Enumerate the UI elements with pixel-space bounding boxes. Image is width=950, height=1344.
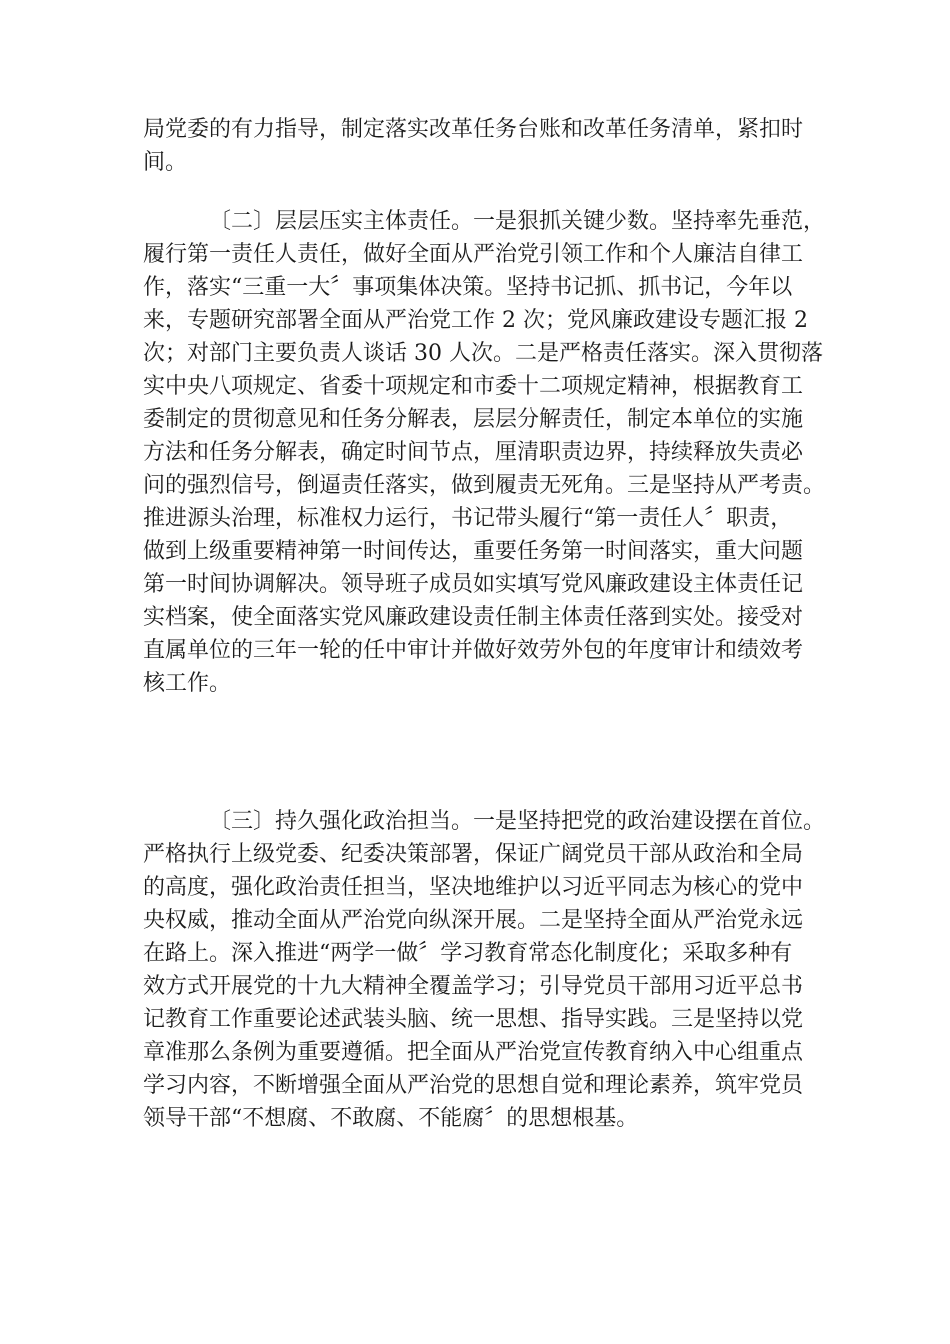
text-line: 次；对部门主要负责人谈话 30 人次。二是严格责任落实。深入贯彻落 [143,341,823,366]
text-line: 委制定的贯彻意见和任务分解表，层层分解责任，制定本单位的实施 [143,407,804,432]
text-line: 履行第一责任人责任，做好全面从严治党引领工作和个人廉洁自律工 [143,242,804,267]
text-line [143,700,815,733]
text-line: 在路上。深入推进“两学一做〞学习教育常态化制度化；采取多种有 [143,941,793,966]
text-line: 实中央八项规定、省委十项规定和市委十二项规定精神，根据教育工 [143,374,804,399]
text-line: 核工作。 [143,671,232,696]
text-line: 局党委的有力指导，制定落实改革任务台账和改革任务清单，紧扣时 [143,117,804,142]
text-line: 央权威，推动全面从严治党向纵深开展。二是坚持全面从严治党永远 [143,908,804,933]
text-line: 问的强烈信号，倒逼责任落实，做到履责无死角。三是坚持从严考责。 [143,473,826,498]
text-line: 第一时间协调解决。领导班子成员如实填写党风廉政建设主体责任记 [143,572,804,597]
text-line: 推进源头治理，标准权力运行，书记带头履行“第一责任人〞职责， [143,506,793,531]
text-line: 的高度，强化政治责任担当，坚决地维护以习近平同志为核心的党中 [143,875,804,900]
paragraph-section-three [143,805,826,1135]
text-line: 做到上级重要精神第一时间传达，重要任务第一时间落实，重大问题 [143,539,804,564]
text-line: 作，落实“三重一大〞事项集体决策。坚持书记抓、抓书记，今年以 [143,275,793,300]
text-line: 章准那么条例为重要遵循。把全面从严治党宣传教育纳入中心组重点 [143,1040,804,1065]
text-line: 严格执行上级党委、纪委决策部署，保证广阔党员干部从政治和全局 [143,842,804,867]
section-heading-line: 〔三〕持久强化政治担当。一是坚持把党的政治建设摆在首位。 [209,809,826,834]
text-line: 记教育工作重要论述武装头脑、统一思想、指导实践。三是坚持以党 [143,1007,804,1032]
section-heading-line: 〔二〕层层压实主体责任。一是狠抓关键少数。坚持率先垂范， [209,209,826,234]
text-line: 实档案，使全面落实党风廉政建设责任制主体责任落到实处。接受对 [143,605,804,630]
text-line: 直属单位的三年一轮的任中审计并做好效劳外包的年度审计和绩效考 [143,638,804,663]
text-line: 效方式开展党的十九大精神全覆盖学习；引导党员干部用习近平总书 [143,974,804,999]
paragraph-section-two [143,205,826,733]
text-line: 来，专题研究部署全面从严治党工作 2 次；党风廉政建设专题汇报 2 [143,308,808,333]
text-line: 间。 [143,150,188,175]
text-line: 学习内容，不断增强全面从严治党的思想自觉和理论素养，筑牢党员 [143,1073,804,1098]
paragraph-continuation [143,113,815,179]
text-line: 方法和任务分解表，确定时间节点，厘清职责边界，持续释放失责必 [143,440,804,465]
text-line: 领导干部“不想腐、不敢腐、不能腐〞的思想根基。 [143,1106,639,1131]
